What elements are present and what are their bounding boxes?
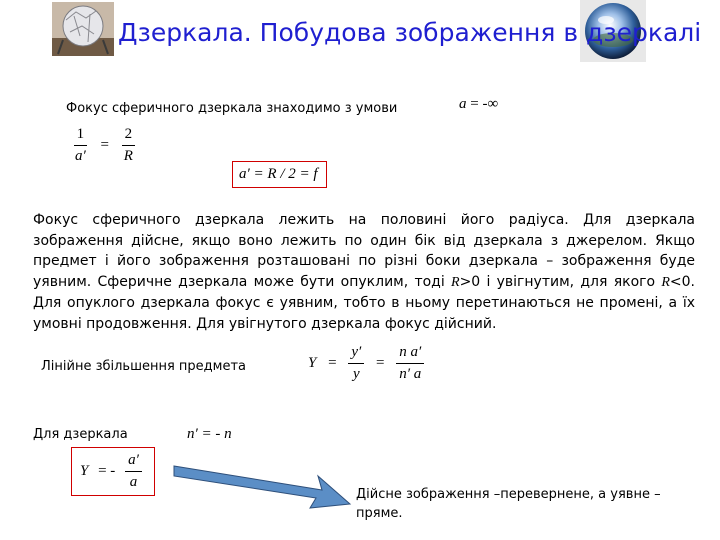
radius-symbol: R	[451, 274, 460, 290]
focus-intro-text: Фокус сферичного дзеркала знаходимо з умови	[66, 101, 398, 116]
magnification-symbol: Y	[80, 462, 89, 479]
magnification-formula	[308, 344, 424, 383]
focus-condition	[459, 96, 498, 113]
fraction-numerator: n a′	[396, 344, 424, 364]
result-text: Дійсне зображення –перевернене, а уявне – пряме.	[356, 487, 661, 521]
fraction-numerator: y′	[348, 344, 364, 364]
fraction-denominator: n′ a	[399, 366, 422, 382]
mirror-relation: n′ = - n	[187, 426, 232, 442]
paragraph-part: <0. Для опуклого дзеркала фокус є уявним, тобто в ньому перетинаються не промені, а їх умовні продовження. Для увігнутого дзеркала фокус дійсний.	[33, 273, 695, 332]
equals-sign: =	[100, 136, 109, 153]
equals-sign: =	[328, 354, 337, 371]
focus-equation	[72, 126, 136, 165]
focal-length-box	[232, 161, 327, 188]
mirror-ball-image	[52, 2, 114, 56]
page-title: Дзеркала. Побудова зображення в дзеркалі	[118, 18, 702, 47]
fraction-a-prime-over-a	[125, 452, 142, 491]
condition-relation: = -∞	[470, 96, 499, 112]
fraction-numerator: 1	[74, 126, 88, 146]
equals-sign: =	[376, 354, 385, 371]
fraction-denominator: y	[352, 366, 360, 382]
paragraph-part: Фокус сферичного дзеркала лежить на половині його радіуса. Для дзеркала зображення дійсне, якщо воно лежить по один бік від дзеркала з джерелом. Якщо предмет і його зображення розташовані по різні боки дзеркала – зображення буде уявним. Сферичне дзеркала може бути опуклим, тоді	[33, 212, 695, 290]
fraction-one-over-a-prime	[72, 126, 89, 165]
fraction-denominator: R	[123, 148, 133, 164]
fraction-y-prime-over-y	[348, 344, 364, 383]
fraction-numerator: 2	[122, 126, 136, 146]
arrow-graphic	[172, 462, 352, 517]
fraction-refraction-ratio	[396, 344, 424, 383]
fraction-denominator: a	[129, 474, 138, 490]
magnification-label: Лінійне збільшення предмета	[41, 359, 247, 374]
magnification-symbol: Y	[308, 354, 317, 371]
focal-length-formula: a′ = R / 2 = f	[239, 166, 318, 182]
fraction-denominator: a′	[75, 148, 86, 164]
equals-minus: = -	[98, 462, 116, 479]
fraction-numerator: a′	[125, 452, 142, 472]
mirror-magnification-box	[71, 447, 155, 496]
paragraph-part: >0 і увігнутим, для якого	[459, 273, 662, 290]
focus-paragraph	[33, 210, 695, 334]
radius-symbol: R	[661, 274, 670, 290]
fraction-two-over-R	[121, 126, 136, 165]
mirror-label: Для дзеркала	[33, 427, 128, 442]
condition-variable: a	[459, 96, 467, 112]
